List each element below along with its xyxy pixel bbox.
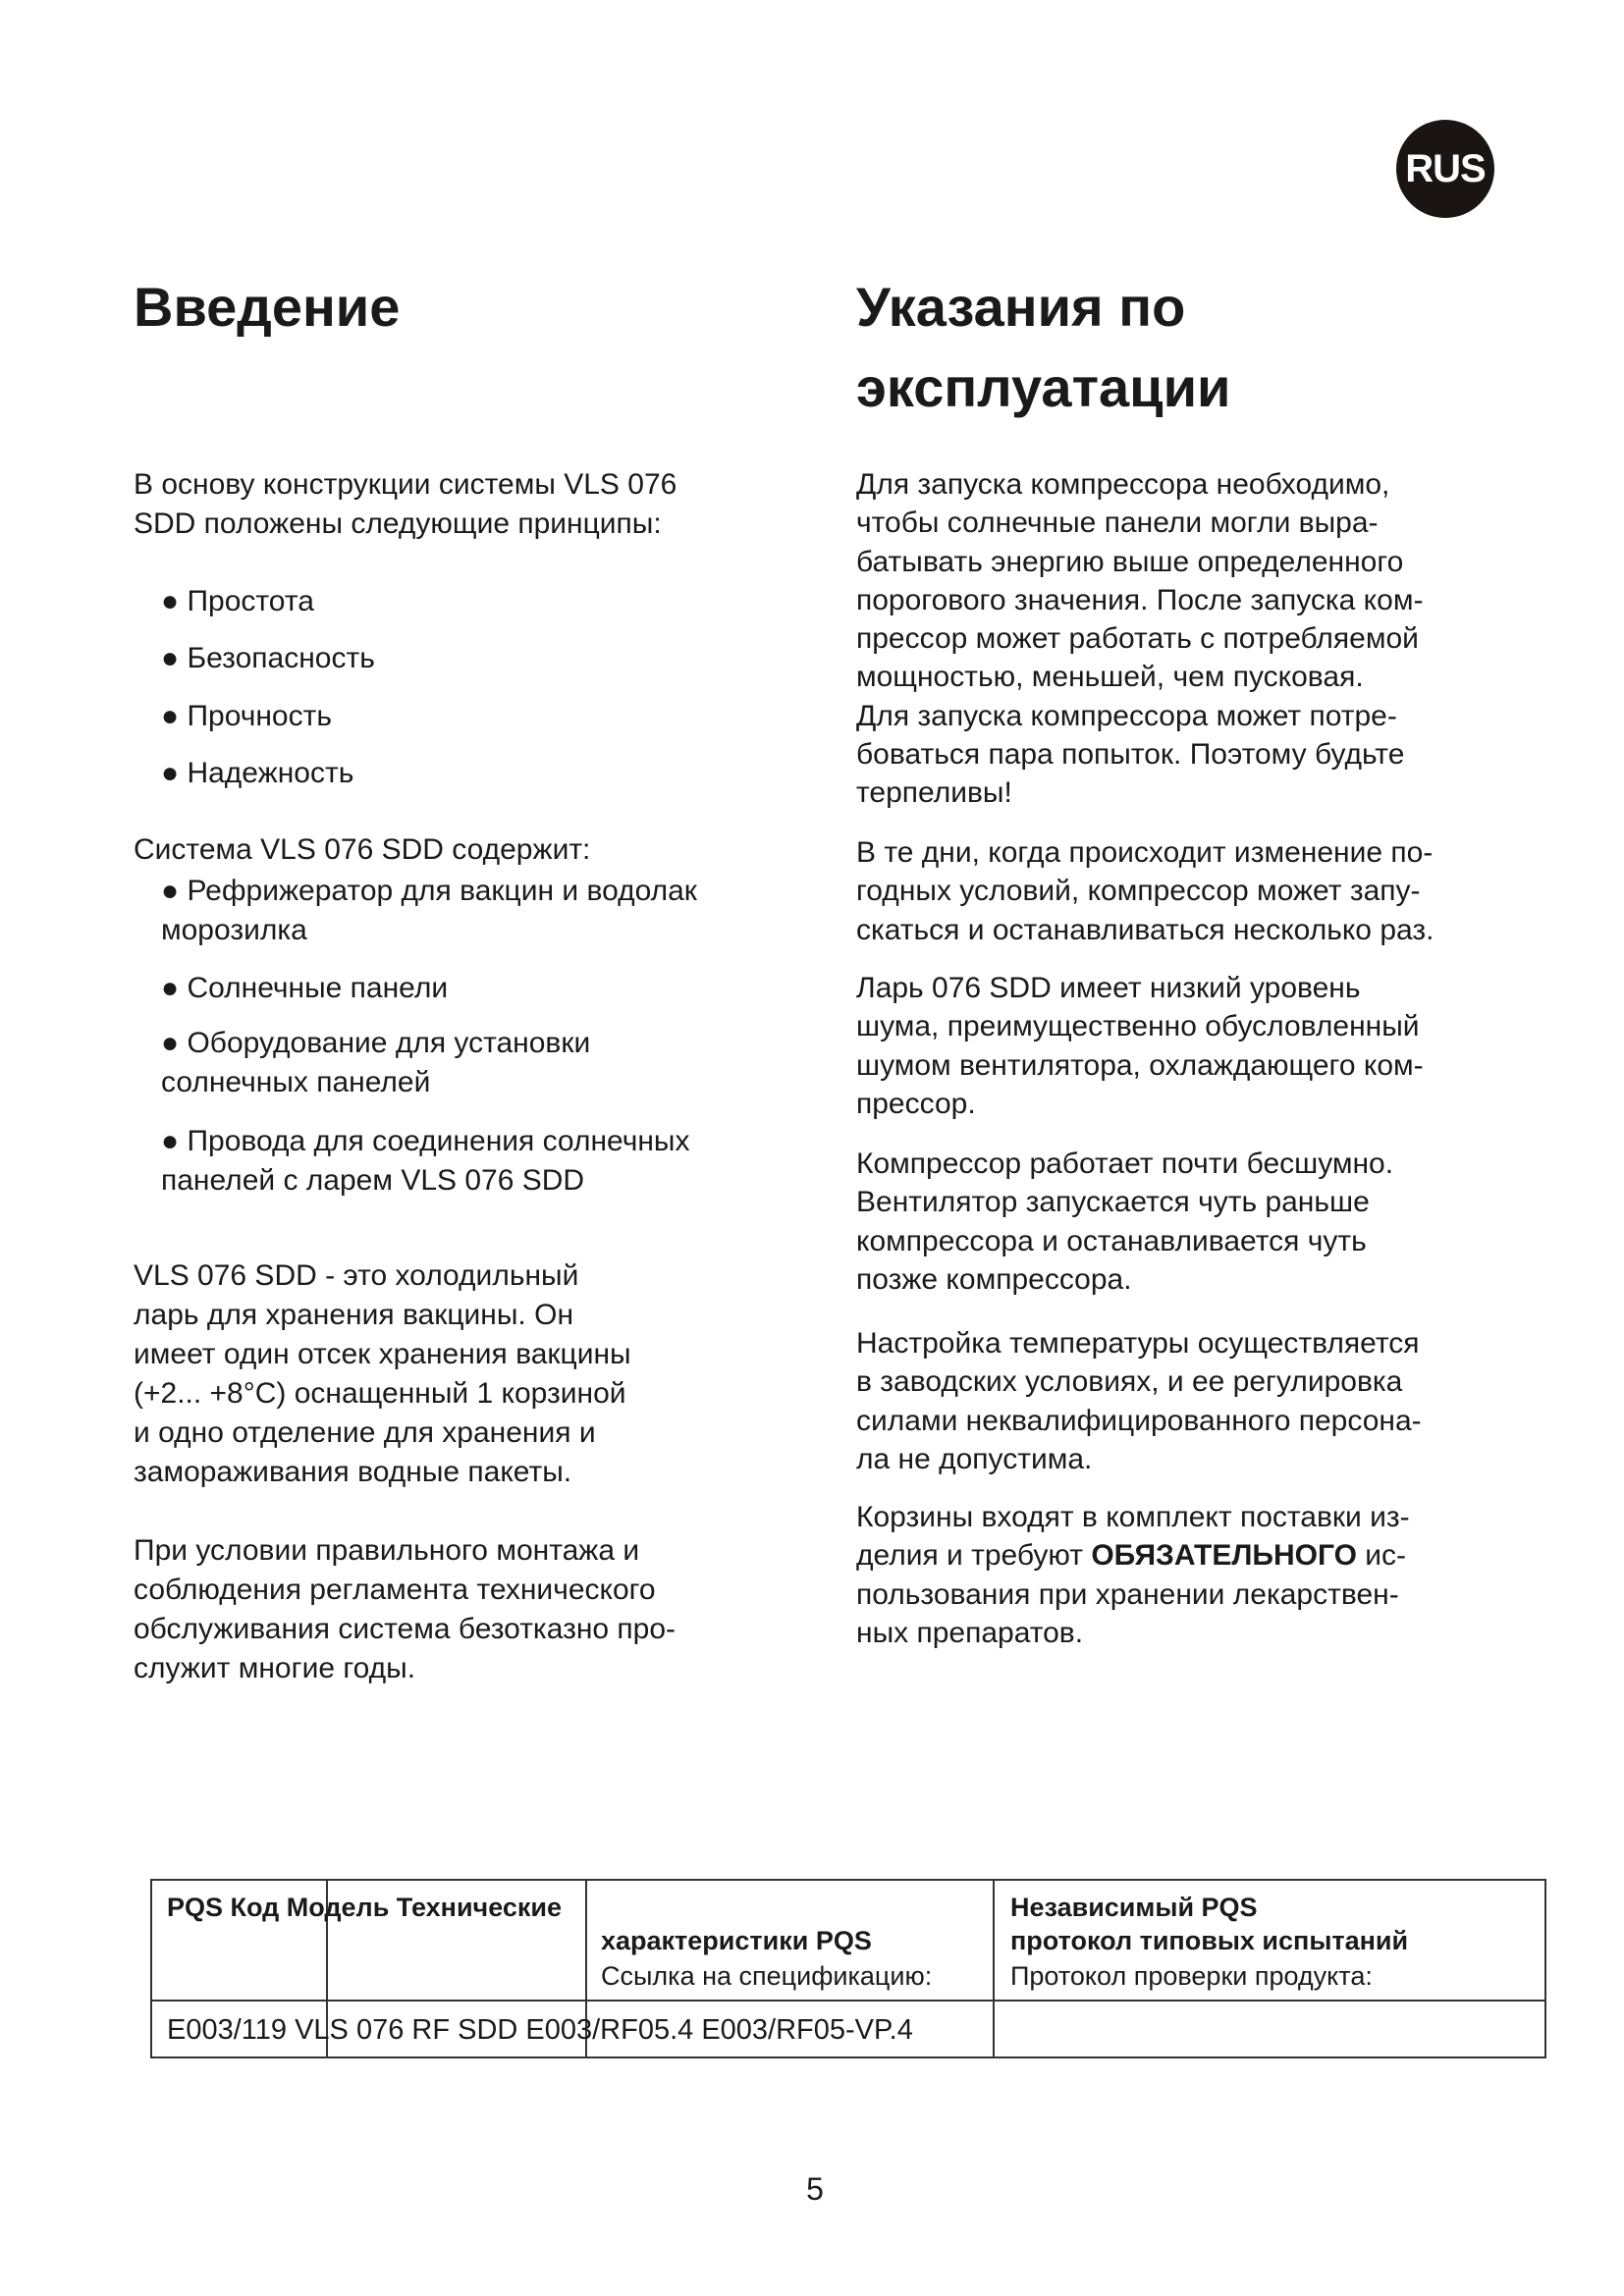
table-header: Протокол проверки продукта: xyxy=(1010,1961,1373,1991)
operation-paragraph: В те дни, когда происходит изменение по- годных условий, компрессор может запу- скаться и останавливаться несколько раз. xyxy=(856,836,1435,946)
baskets-text: Корзины входят в комплект поставки из- делия и требуют xyxy=(856,1501,1410,1573)
principle-item: ● Прочность xyxy=(161,700,332,732)
contains-item: ● Провода для соединения солнечных панелей с ларем VLS 076 SDD xyxy=(161,1125,690,1197)
intro-paragraph: В основу конструкции системы VLS 076 SDD положены следующие принципы: xyxy=(134,468,677,540)
pqs-table xyxy=(150,1879,1546,2058)
baskets-emphasis: ОБЯЗАТЕЛЬНОГО xyxy=(1091,1539,1357,1573)
baskets-paragraph xyxy=(856,1498,1410,1652)
operation-paragraph: Ларь 076 SDD имеет низкий уровень шума, преимущественно обусловленный шумом вентилятора, охлаждающего ком- прессор. xyxy=(856,972,1424,1120)
principle-item: ● Надежность xyxy=(161,757,354,789)
page-number: 5 xyxy=(806,2171,824,2207)
table-header: Ссылка на спецификацию: xyxy=(601,1961,933,1991)
operation-heading: Указания по эксплуатации xyxy=(856,276,1231,418)
contains-item: ● Рефрижератор для вакцин и водолак морозилка xyxy=(161,875,697,946)
table-header: Независимый PQS xyxy=(1010,1893,1258,1922)
description-paragraph: VLS 076 SDD - это холодильный ларь для хранения вакцины. Он имеет один отсек хранения вакцины (+2... +8°C) оснащенный 1 корзиной и одно отделение для хранения и замораживания водные пакеты. xyxy=(134,1259,631,1488)
contains-item: ● Солнечные панели xyxy=(161,972,449,1004)
table-row: E003/119 VLS 076 RF SDD E003/RF05.4 E003/RF05-VP.4 xyxy=(167,2014,913,2046)
operation-paragraph: Компрессор работает почти бесшумно. Вентилятор запускается чуть раньше компрессора и останавливается чуть позже компрессора. xyxy=(856,1148,1394,1296)
language-badge: RUS xyxy=(1396,120,1494,218)
table-header: протокол типовых испытаний xyxy=(1010,1926,1409,1955)
table-divider xyxy=(152,2000,1544,2002)
contains-title: Система VLS 076 SDD содержит: xyxy=(134,833,591,866)
table-header: PQS Код Модель Технические xyxy=(167,1893,563,1922)
principle-item: ● Простота xyxy=(161,585,314,617)
principle-item: ● Безопасность xyxy=(161,642,375,674)
operation-paragraph: Настройка температуры осуществляется в заводских условиях, и ее регулировка силами неквалифицированного персона- ла не допустима. xyxy=(856,1327,1422,1475)
operation-paragraph: Для запуска компрессора необходимо, чтобы солнечные панели могли выра- батывать энергию выше определенного порогового значения. После запуска ком- прессор может работать с потребляемой мощностью, меньшей, чем пусковая. Для запуска компрессора может потре- боваться пара попыток. Поэтому будьте терпеливы! xyxy=(856,468,1424,810)
table-divider xyxy=(993,1881,995,2056)
contains-item: ● Оборудование для установки солнечных панелей xyxy=(161,1027,591,1098)
baskets-text: ис- пользования при хранении лекарствен- ных препаратов. xyxy=(856,1539,1407,1649)
table-header: характеристики PQS xyxy=(601,1926,872,1955)
intro-heading: Введение xyxy=(134,276,401,338)
lifetime-paragraph: При условии правильного монтажа и соблюдения регламента технического обслуживания система безотказно про- служит многие годы. xyxy=(134,1534,677,1684)
